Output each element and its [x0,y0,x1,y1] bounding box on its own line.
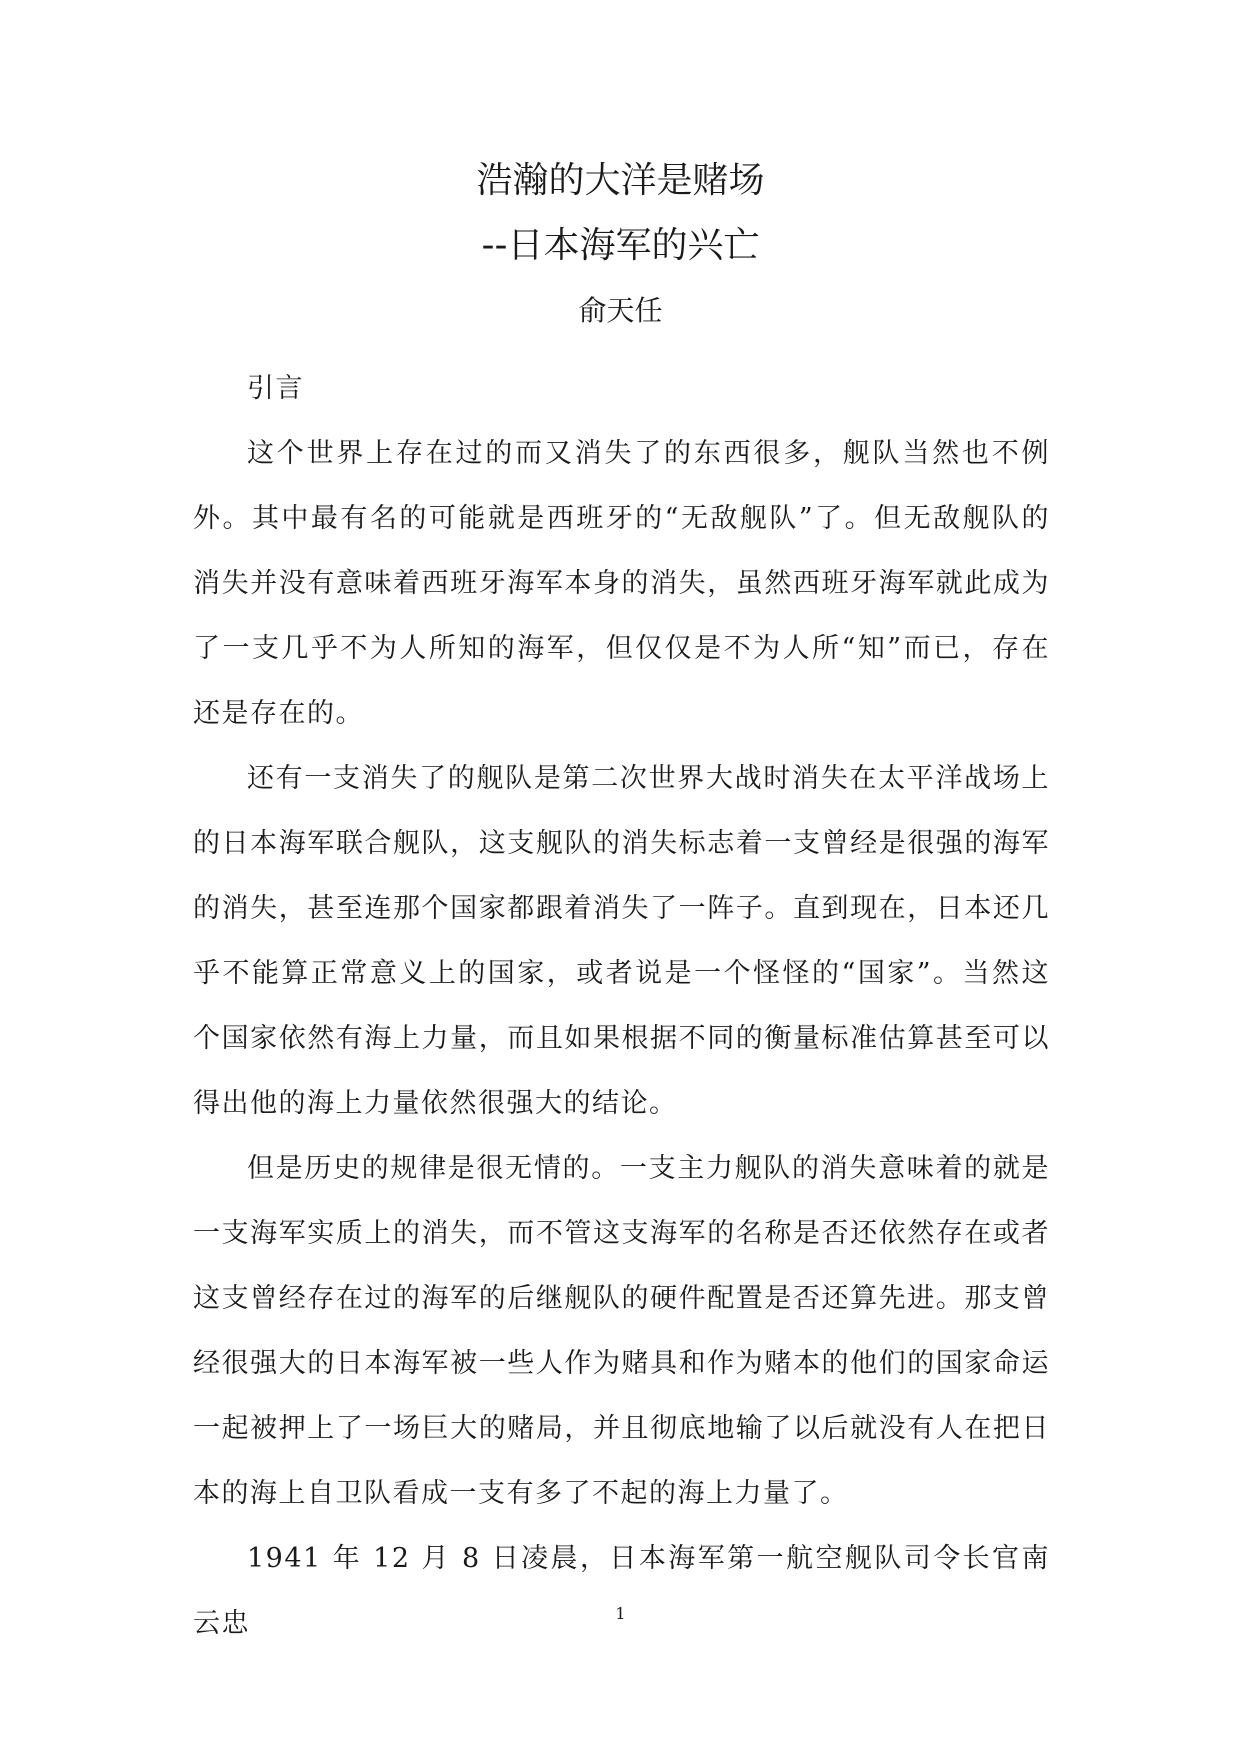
document-title: 浩瀚的大洋是赌场 [476,160,765,201]
paragraph: 还有一支消失了的舰队是第二次世界大战时消失在太平洋战场上的日本海军联合舰队，这支舰队的消失标志着一支曾经是很强的海军的消失，甚至连那个国家都跟着消失了一阵子。直到现在，日本还几乎不能算正常意义上的国家，或者说是一个怪怪的“国家”。当然这个国家依然有海上力量，而且如果根据不同的衡量标准估算甚至可以得出他的海上力量依然很强大的结论。 [193,763,1050,1119]
document-author: 俞天任 [578,294,663,327]
paragraph: 这个世界上存在过的而又消失了的东西很多，舰队当然也不例外。其中最有名的可能就是西班牙的“无敌舰队”了。但无敌舰队的消失并没有意味着西班牙海军本身的消失，虽然西班牙海军就此成为了一支几乎不为人所知的海军，但仅仅是不为人所“知”而已，存在还是存在的。 [193,438,1050,729]
page-number: 1 [615,1604,626,1623]
section-heading-intro: 引言 [247,373,304,404]
paragraph: 1941 年 12 月 8 日凌晨，日本海军第一航空舰队司令长官南云忠 [193,1543,1050,1639]
document-body [193,356,1050,1656]
document-subtitle: --日本海军的兴亡 [481,225,760,266]
paragraph: 但是历史的规律是很无情的。一支主力舰队的消失意味着的就是一支海军实质上的消失，而不管这支海军的名称是否还依然存在或者这支曾经存在过的海军的后继舰队的硬件配置是否还算先进。那支曾经很强大的日本海军被一些人作为赌具和作为赌本的他们的国家命运一起被押上了一场巨大的赌局，并且彻底地输了以后就没有人在把日本的海上自卫队看成一支有多了不起的海上力量了。 [193,1153,1050,1509]
